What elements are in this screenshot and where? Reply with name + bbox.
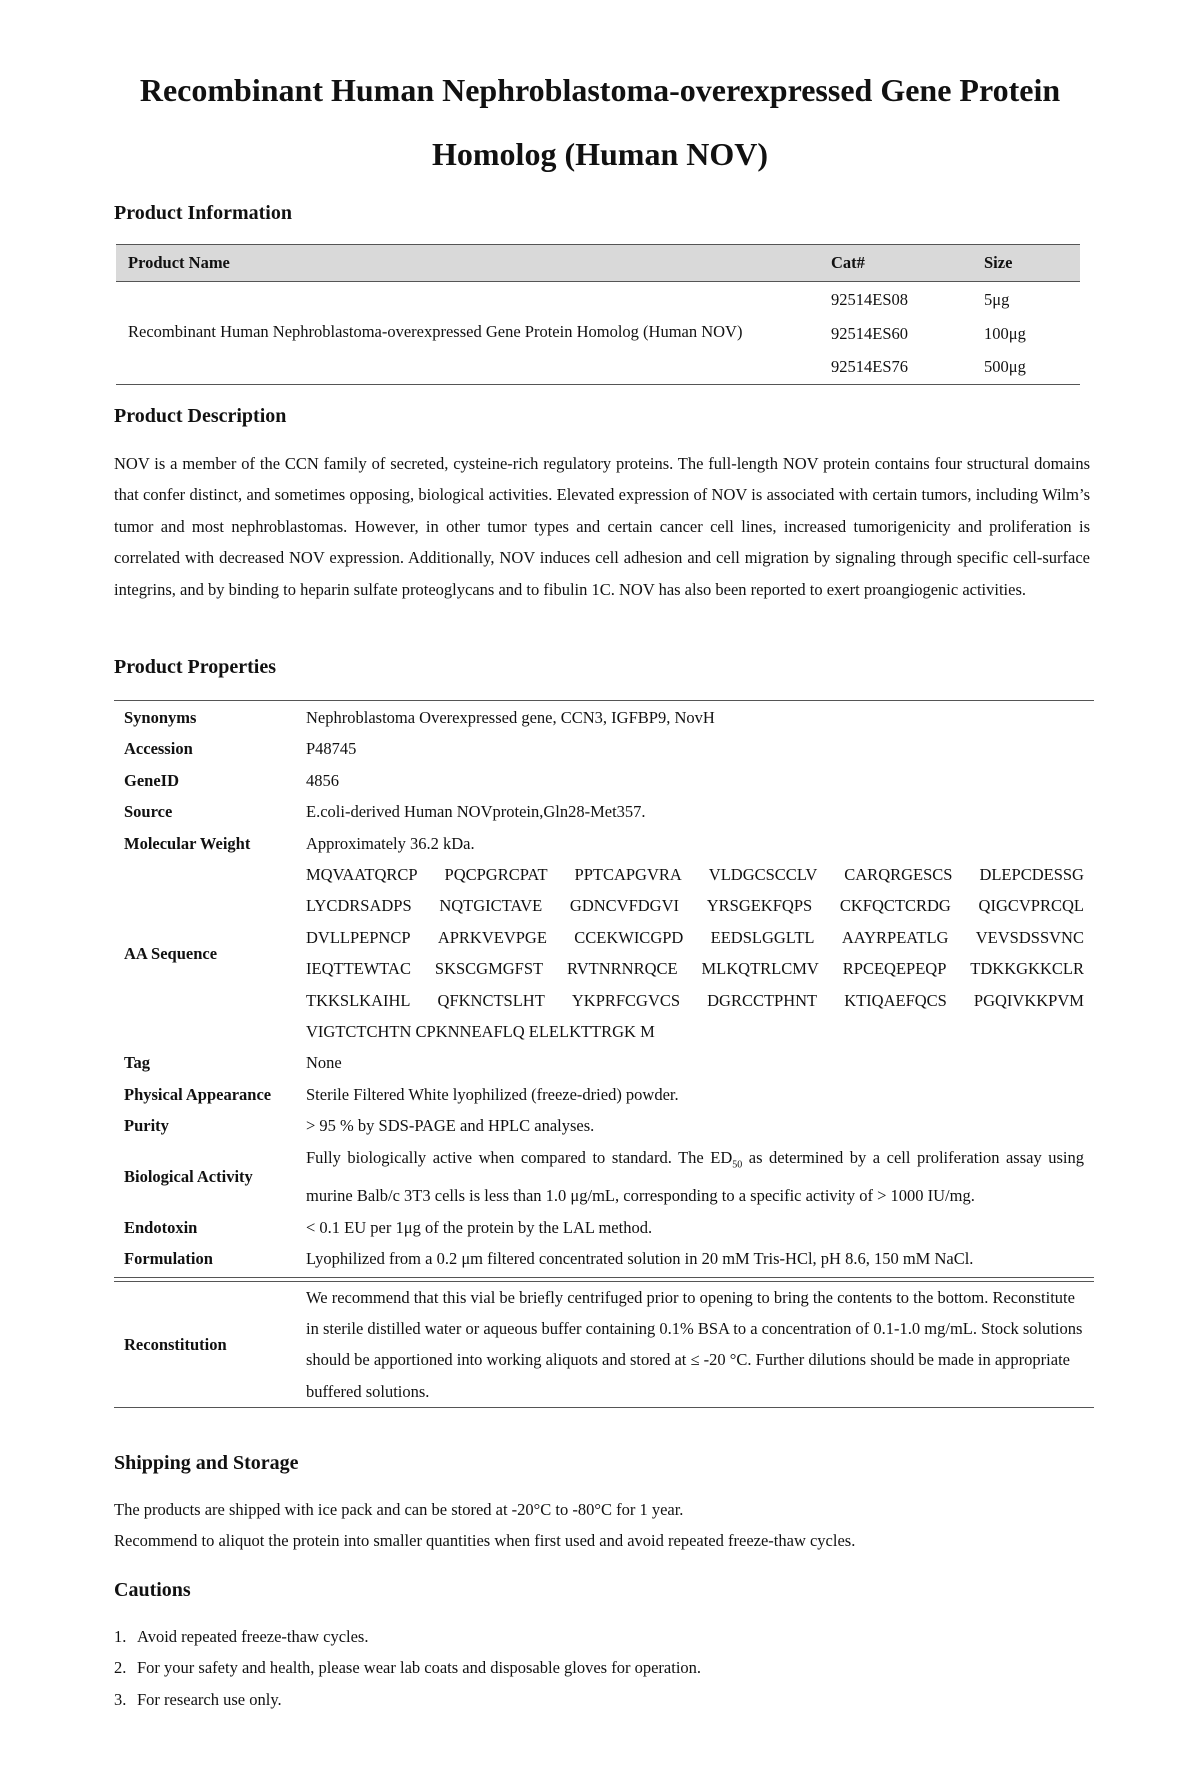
- property-label: Tag: [124, 1053, 150, 1073]
- property-value: Approximately 36.2 kDa.: [306, 833, 475, 853]
- size-cell: 100μg: [984, 324, 1026, 343]
- list-item-number: 2.: [114, 1658, 127, 1678]
- property-row-accession: [114, 733, 1094, 764]
- aa-block: GDNCVFDGVI: [569, 896, 680, 916]
- page-title: [110, 58, 1090, 186]
- aa-block: TKKSLKAIHL: [306, 990, 411, 1010]
- list-item: [114, 1652, 701, 1683]
- product-properties-heading: Product Properties: [114, 656, 277, 678]
- product-properties-table: [114, 700, 1094, 1408]
- aa-sequence-line: [306, 985, 1084, 1016]
- property-value: E.coli-derived Human NOVprotein,Gln28-Met357.: [306, 802, 646, 822]
- cat-cell: 92514ES08: [831, 290, 909, 309]
- property-row-reconstitution: [114, 1282, 1094, 1409]
- aa-block: DVLLPEPNCP: [306, 927, 411, 947]
- list-item-text: For your safety and health, please wear lab coats and disposable gloves for operation.: [137, 1658, 702, 1678]
- cat-cell: 92514ES76: [831, 357, 909, 376]
- aa-block: VLDGCSCCLV: [708, 865, 818, 885]
- table-header: [116, 244, 1080, 282]
- shipping-storage-heading: Shipping and Storage: [114, 1452, 299, 1474]
- aa-block: APRKVEVPGE: [437, 927, 547, 947]
- shipping-storage-text: [114, 1494, 1090, 1557]
- property-row-endotoxin: [114, 1212, 1094, 1243]
- property-value: < 0.1 EU per 1μg of the protein by the LAL method.: [306, 1217, 653, 1237]
- property-row-biological-activity: [114, 1142, 1094, 1212]
- product-description-heading: Product Description: [114, 405, 287, 427]
- property-row-tag: [114, 1047, 1094, 1078]
- list-item: [114, 1621, 701, 1652]
- property-label: Molecular Weight: [124, 833, 251, 853]
- column-header-cat: Cat#: [831, 253, 865, 272]
- cautions-list: [114, 1621, 701, 1715]
- aa-block: QFKNCTSLHT: [437, 990, 545, 1010]
- cautions-heading: Cautions: [114, 1579, 191, 1601]
- aa-block: CKFQCTCRDG: [839, 896, 951, 916]
- property-value: P48745: [306, 739, 357, 759]
- property-label: Source: [124, 802, 173, 822]
- aa-block: CARQRGESCS: [844, 865, 953, 885]
- aa-block: NQTGICTAVE: [439, 896, 543, 916]
- column-header-product-name: Product Name: [128, 253, 230, 272]
- product-description-text: NOV is a member of the CCN family of secreted, cysteine-rich regulatory proteins. The full-length NOV protein contains four structural domains that confer distinct, and sometimes opposing, biological activities. Elevated expression of NOV is associated with certain tumors, including Wilm’s tumor and most nephroblastomas. However, in other tumor types and certain cancer cell lines, increased tumorigenicity and proliferation is correlated with decreased NOV expression. Additionally, NOV induces cell adhesion and cell migration by signaling through specific cell-surface integrins, and by binding to heparin sulfate proteoglycans and to fibulin 1C. NOV has also been reported to exert proangiogenic activities.: [114, 454, 1090, 599]
- biological-activity-subscript: 50: [732, 1158, 743, 1170]
- property-label: Accession: [124, 739, 193, 759]
- property-label: Endotoxin: [124, 1217, 198, 1237]
- property-label: Formulation: [124, 1249, 213, 1269]
- aa-block: MLKQTRLCMV: [701, 959, 819, 979]
- property-row-physical-appearance: [114, 1079, 1094, 1110]
- property-label: Purity: [124, 1116, 169, 1136]
- aa-block: LYCDRSADPS: [306, 896, 412, 916]
- property-value: 4856: [306, 770, 339, 790]
- aa-sequence-line: [306, 953, 1084, 984]
- property-value: [302, 1142, 1084, 1212]
- biological-activity-prefix: Fully biologically active when compared to standard. The ED: [306, 1147, 733, 1167]
- aa-block: DGRCCTPHNT: [707, 990, 818, 1010]
- aa-block: KTIQAEFQCS: [844, 990, 947, 1010]
- property-label: Physical Appearance: [124, 1084, 272, 1104]
- aa-block: PPTCAPGVRA: [574, 865, 682, 885]
- property-row-aa-sequence: [114, 859, 1094, 1047]
- column-header-size: Size: [984, 253, 1013, 272]
- aa-sequence-last-line: VIGTCTCHTN CPKNNEAFLQ ELELKTTRGK M: [306, 1022, 655, 1042]
- aa-block: PQCPGRCPAT: [444, 865, 548, 885]
- property-row-molecular-weight: [114, 828, 1094, 859]
- biological-activity-suffix: as determined by a cell proliferation assay using murine Balb/c 3T3 cells is less than 1.0 μg/mL, corresponding to a specific activity of > 1000 IU/mg.: [306, 1147, 1084, 1206]
- aa-sequence-line: [306, 890, 1084, 921]
- aa-sequence-value: [302, 859, 1084, 1047]
- title-line-1: Recombinant Human Nephroblastoma-overexpressed Gene Protein: [139, 72, 1061, 108]
- property-row-formulation: [114, 1243, 1094, 1274]
- aa-block: VEVSDSSVNC: [975, 927, 1084, 947]
- property-row-gene-id: [114, 765, 1094, 796]
- property-row-purity: [114, 1110, 1094, 1141]
- aa-sequence-line: [306, 859, 1084, 890]
- property-label: Biological Activity: [124, 1167, 253, 1187]
- aa-block: EEDSLGGLTL: [710, 927, 815, 947]
- shipping-line-2: Recommend to aliquot the protein into smaller quantities when first used and avoid repeated freeze-thaw cycles.: [114, 1531, 856, 1551]
- cat-cell: 92514ES60: [831, 324, 909, 343]
- aa-block: YKPRFCGVCS: [571, 990, 681, 1010]
- size-cell: 5μg: [984, 290, 1010, 309]
- aa-sequence-line: [306, 922, 1084, 953]
- aa-block: PGQIVKKPVM: [973, 990, 1084, 1010]
- property-label: Reconstitution: [124, 1334, 227, 1354]
- aa-block: RVTNRNRQCE: [567, 959, 678, 979]
- property-value: None: [306, 1053, 342, 1073]
- list-item-text: For research use only.: [137, 1689, 282, 1709]
- product-information-table: [116, 244, 1080, 385]
- aa-block: MQVAATQRCP: [306, 865, 418, 885]
- property-value: > 95 % by SDS-PAGE and HPLC analyses.: [306, 1116, 595, 1136]
- property-value: Sterile Filtered White lyophilized (freeze-dried) powder.: [306, 1084, 679, 1104]
- aa-block: TDKKGKKCLR: [970, 959, 1084, 979]
- shipping-line-1: The products are shipped with ice pack and can be stored at -20°C to -80°C for 1 year.: [114, 1500, 684, 1519]
- property-label: GeneID: [124, 770, 179, 790]
- list-item: [114, 1684, 701, 1715]
- property-row-synonyms: [114, 702, 1094, 733]
- aa-block: RPCEQEPEQP: [842, 959, 947, 979]
- property-value: We recommend that this vial be briefly centrifuged prior to opening to bring the contents to the bottom. Reconstitute in sterile distilled water or aqueous buffer containing 0.1% BSA to a concentration of 0.1-1.0 mg/mL. Stock solutions should be apportioned into working aliquots and stored at ≤ -20 °C. Further dilutions should be made in appropriate buffered solutions.: [306, 1287, 1083, 1401]
- property-label: AA Sequence: [124, 943, 218, 963]
- aa-block: CCEKWICGPD: [574, 927, 684, 947]
- aa-block: DLEPCDESSG: [979, 865, 1084, 885]
- product-information-heading: Product Information: [114, 202, 292, 224]
- property-row-source: [114, 796, 1094, 827]
- list-item-number: 1.: [114, 1627, 127, 1646]
- size-cell: 500μg: [984, 357, 1026, 376]
- property-value: Nephroblastoma Overexpressed gene, CCN3, IGFBP9, NovH: [306, 708, 715, 727]
- aa-block: AAYRPEATLG: [841, 927, 949, 947]
- aa-block: QIGCVPRCQL: [978, 896, 1084, 916]
- aa-block: SKSCGMGFST: [434, 959, 544, 979]
- aa-block: YRSGEKFQPS: [706, 896, 813, 916]
- title-line-2: Homolog (Human NOV): [432, 136, 768, 172]
- aa-block: IEQTTEWTAC: [306, 959, 411, 979]
- property-label: Synonyms: [124, 708, 197, 727]
- property-value: Lyophilized from a 0.2 μm filtered concentrated solution in 20 mM Tris-HCl, pH 8.6, 150 mM NaCl.: [306, 1249, 974, 1269]
- list-item-text: Avoid repeated freeze-thaw cycles.: [137, 1627, 369, 1646]
- table-body: [116, 282, 1080, 385]
- list-item-number: 3.: [114, 1689, 127, 1709]
- product-name-cell: Recombinant Human Nephroblastoma-overexpressed Gene Protein Homolog (Human NOV): [128, 322, 743, 341]
